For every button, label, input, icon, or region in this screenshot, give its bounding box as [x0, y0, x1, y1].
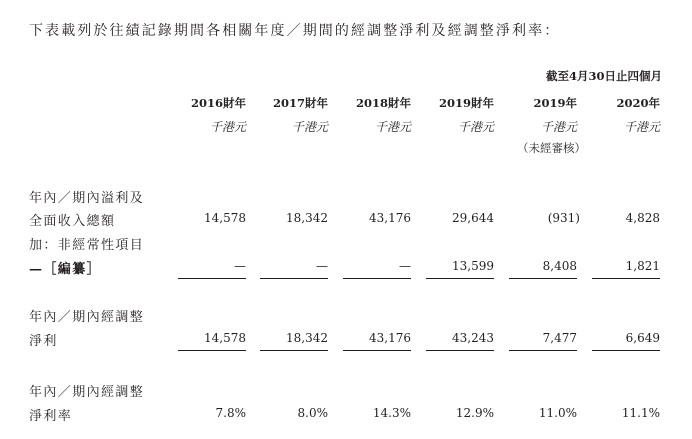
total-rule — [592, 350, 660, 351]
cell-nonrecurring-2016: — — [234, 259, 246, 273]
total-rule — [509, 350, 577, 351]
cell-margin-2017: 8.0% — [297, 406, 328, 420]
cell-nonrecurring-2019fy: 13,599 — [452, 259, 494, 273]
cell-profit-2016: 14,578 — [204, 211, 246, 225]
column-unit: 千港元 — [374, 120, 411, 134]
cell-adjusted-profit-2019fy: 43,243 — [452, 331, 494, 345]
total-rule — [178, 350, 246, 351]
cell-nonrecurring-2018: — — [399, 259, 411, 273]
total-rule — [426, 350, 494, 351]
cell-adjusted-profit-2018: 43,176 — [369, 331, 411, 345]
cell-margin-2019: 11.0% — [538, 406, 577, 420]
cell-margin-2018: 14.3% — [372, 406, 411, 420]
column-year-2017: 2017財年 — [272, 96, 328, 110]
cell-adjusted-profit-2019: 7,477 — [542, 331, 577, 345]
row-label-margin-line2: 淨利率 — [29, 409, 73, 424]
row-label-adjusted-profit-line1: 年內／期內經調整 — [29, 310, 145, 325]
column-unit: 千港元 — [457, 120, 494, 134]
period-header: 截至4月30日止四個月 — [545, 69, 662, 83]
total-rule — [343, 350, 411, 351]
subtotal-rule — [426, 278, 494, 279]
row-label-nonrecurring-line2: —［編纂］ — [29, 262, 102, 277]
subtotal-rule — [260, 278, 328, 279]
cell-margin-2020: 11.1% — [621, 406, 660, 420]
row-label-profit-line2: 全面收入總額 — [29, 214, 116, 229]
subtotal-rule — [178, 278, 246, 279]
cell-adjusted-profit-2016: 14,578 — [204, 331, 246, 345]
cell-adjusted-profit-2017: 18,342 — [286, 331, 328, 345]
cell-nonrecurring-2019: 8,408 — [542, 259, 577, 273]
row-label-nonrecurring-line1: 加：非經常性項目 — [29, 238, 145, 253]
column-year-2019-fy: 2019財年 — [438, 96, 494, 110]
column-year-2020: 2020年 — [616, 96, 660, 110]
column-year-2018: 2018財年 — [355, 96, 411, 110]
cell-margin-2016: 7.8% — [215, 406, 246, 420]
column-unit: 千港元 — [291, 120, 328, 134]
unaudited-note: （未經審核） — [517, 141, 586, 155]
subtotal-rule — [592, 278, 660, 279]
column-unit: 千港元 — [540, 120, 577, 134]
column-year-2019: 2019年 — [533, 96, 577, 110]
subtotal-rule — [509, 278, 577, 279]
cell-profit-2020: 4,828 — [625, 211, 660, 225]
cell-profit-2017: 18,342 — [286, 211, 328, 225]
cell-profit-2019: (931) — [547, 211, 580, 225]
cell-profit-2019fy: 29,644 — [452, 211, 494, 225]
row-label-margin-line1: 年內／期內經調整 — [29, 385, 145, 400]
column-unit: 千港元 — [623, 120, 660, 134]
cell-profit-2018: 43,176 — [369, 211, 411, 225]
total-rule — [260, 350, 328, 351]
column-year-2016: 2016財年 — [190, 96, 246, 110]
intro-text: 下表載列於往績記錄期間各相關年度／期間的經調整淨利及經調整淨利率： — [29, 23, 561, 39]
row-label-profit-line1: 年內／期內溢利及 — [29, 191, 145, 206]
cell-nonrecurring-2017: — — [316, 259, 328, 273]
column-unit: 千港元 — [209, 120, 246, 134]
row-label-adjusted-profit-line2: 淨利 — [29, 334, 58, 349]
subtotal-rule — [343, 278, 411, 279]
cell-margin-2019fy: 12.9% — [455, 406, 494, 420]
cell-adjusted-profit-2020: 6,649 — [625, 331, 660, 345]
cell-nonrecurring-2020: 1,821 — [625, 259, 660, 273]
